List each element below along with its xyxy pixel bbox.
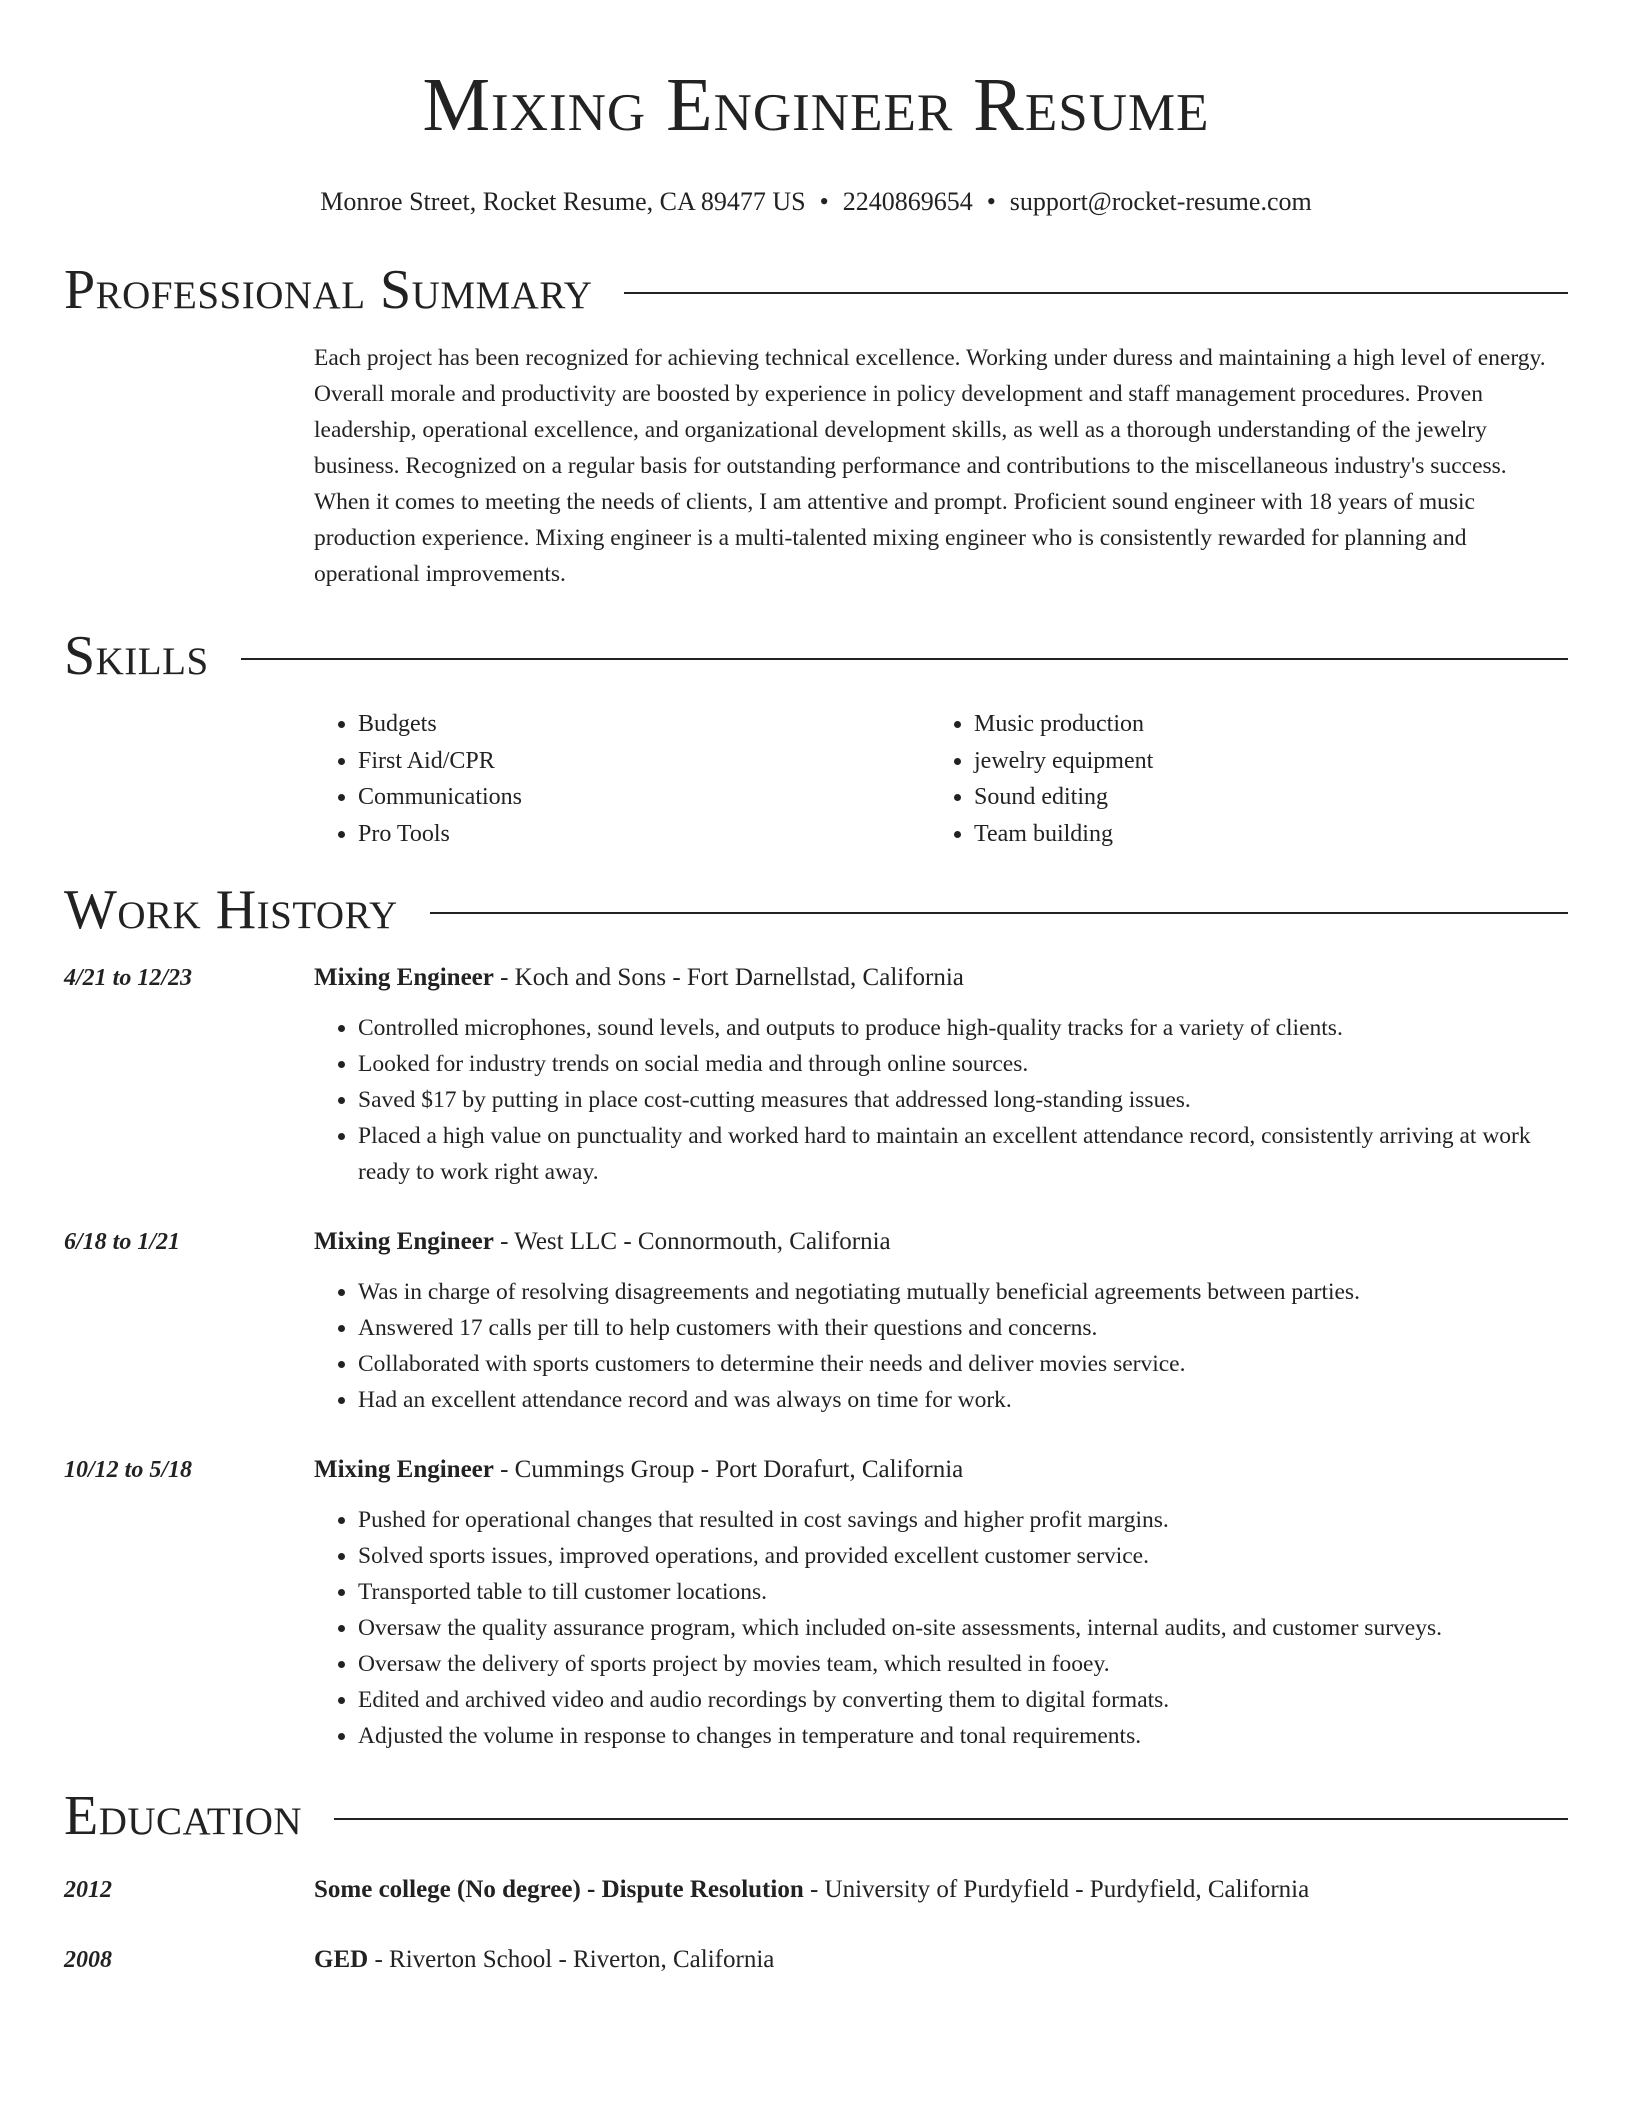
phone: 2240869654: [842, 187, 973, 216]
work-bullets: [314, 1274, 1568, 1418]
work-bullet: • Was in charge of resolving disagreements and negotiating mutually beneficial agreements between parties.: [358, 1274, 1568, 1310]
work-entry: [64, 1224, 1568, 1418]
skill-item: • First Aid/CPR: [358, 743, 930, 780]
work-bullet: • Edited and archived video and audio recordings by converting them to digital formats.: [358, 1682, 1568, 1718]
work-bullets: [314, 1502, 1568, 1754]
work-headline: [314, 960, 1568, 996]
skill-item: • Communications: [358, 779, 930, 816]
section-divider: [624, 292, 1568, 294]
education-entry: [64, 1942, 1568, 1978]
employer-details: - Cummings Group - Port Dorafurt, California: [493, 1456, 964, 1483]
work-bullet: • Controlled microphones, sound levels, and outputs to produce high-quality tracks for a variety of clients.: [358, 1010, 1568, 1046]
job-title: Mixing Engineer: [314, 964, 494, 991]
work-headline: [314, 1224, 1568, 1260]
skill-item: • Music production: [974, 706, 1546, 743]
summary-section-heading: [64, 258, 1568, 322]
work-entry-body: [314, 1452, 1568, 1754]
section-divider: [241, 658, 1568, 660]
education-headline: [314, 1872, 1309, 1908]
work-section-heading: [64, 878, 1568, 942]
separator-bullet: •: [819, 187, 829, 216]
employer-details: - West LLC - Connormouth, California: [493, 1228, 891, 1255]
work-bullet: • Oversaw the quality assurance program, which included on-site assessments, internal audits, and customer surveys.: [358, 1610, 1568, 1646]
email: support@rocket-resume.com: [1009, 187, 1312, 216]
skills-section-heading: [64, 624, 1568, 688]
work-bullet: • Solved sports issues, improved operations, and provided excellent customer service.: [358, 1538, 1568, 1574]
skills-list: [314, 706, 1568, 852]
school-details: - Riverton School - Riverton, California: [368, 1946, 775, 1973]
work-dates: 4/21 to 12/23: [64, 965, 193, 991]
school-details: - University of Purdyfield - Purdyfield, California: [803, 1876, 1310, 1903]
work-bullet: • Oversaw the delivery of sports project by movies team, which resulted in fooey.: [358, 1646, 1568, 1682]
work-bullets: [314, 1010, 1568, 1190]
education-year: 2012: [64, 1877, 112, 1903]
work-bullet: • Transported table to till customer locations.: [358, 1574, 1568, 1610]
employer-details: - Koch and Sons - Fort Darnellstad, California: [493, 964, 964, 991]
degree: GED: [314, 1946, 369, 1973]
work-dates: 6/18 to 1/21: [64, 1229, 181, 1255]
work-bullet: • Collaborated with sports customers to determine their needs and deliver movies service.: [358, 1346, 1568, 1382]
contact-line: [64, 186, 1568, 218]
job-title: Mixing Engineer: [314, 1456, 494, 1483]
work-bullet: • Placed a high value on punctuality and worked hard to maintain an excellent attendance record, consistently arriving at work ready to work right away.: [358, 1118, 1568, 1190]
section-divider: [334, 1818, 1568, 1820]
work-bullet: • Answered 17 calls per till to help customers with their questions and concerns.: [358, 1310, 1568, 1346]
work-dates: 10/12 to 5/18: [64, 1457, 193, 1483]
education-section-heading: [64, 1784, 1568, 1848]
work-bullet: • Had an excellent attendance record and was always on time for work.: [358, 1382, 1568, 1418]
work-entry-body: [314, 1224, 1568, 1418]
work-heading: Work History: [64, 879, 398, 941]
skills-column-left: [314, 706, 930, 852]
job-title: Mixing Engineer: [314, 1228, 494, 1255]
education-year: 2008: [64, 1947, 112, 1973]
degree: Some college (No degree) - Dispute Resolution: [314, 1876, 804, 1903]
education-headline: [314, 1942, 774, 1978]
skill-item: • Team building: [974, 816, 1546, 853]
summary-text: Each project has been recognized for achieving technical excellence. Working under duress and maintaining a high level of energy. Overall morale and productivity are boosted by experience in policy development and staff management procedures. Proven leadership, operational excellence, and organizational development skills, as well as a thorough understanding of the jewelry business. Recognized on a regular basis for outstanding performance and contributions to the miscellaneous industry's success. When it comes to meeting the needs of clients, I am attentive and prompt. Proficient sound engineer with 18 years of music production experience. Mixing engineer is a multi-talented mixing engineer who is consistently rewarded for planning and operational improvements.: [314, 345, 1546, 587]
resume-title: Mixing Engineer Resume: [422, 63, 1210, 147]
work-entry: [64, 1452, 1568, 1754]
work-entry: [64, 960, 1568, 1190]
work-bullet: • Pushed for operational changes that resulted in cost savings and higher profit margins.: [358, 1502, 1568, 1538]
work-bullet: • Saved $17 by putting in place cost-cutting measures that addressed long-standing issues.: [358, 1082, 1568, 1118]
separator-bullet: •: [986, 187, 996, 216]
skills-heading: Skills: [64, 625, 209, 687]
education-heading: Education: [64, 1785, 303, 1847]
skills-column-right: [930, 706, 1546, 852]
skill-item: • Sound editing: [974, 779, 1546, 816]
skill-item: • Budgets: [358, 706, 930, 743]
section-divider: [430, 912, 1568, 914]
summary-heading: Professional Summary: [64, 259, 593, 321]
work-bullet: • Adjusted the volume in response to changes in temperature and tonal requirements.: [358, 1718, 1568, 1754]
work-bullet: • Looked for industry trends on social media and through online sources.: [358, 1046, 1568, 1082]
education-entry: [64, 1872, 1568, 1908]
address: Monroe Street, Rocket Resume, CA 89477 US: [320, 187, 806, 216]
work-entry-body: [314, 960, 1568, 1190]
skill-item: • Pro Tools: [358, 816, 930, 853]
skill-item: • jewelry equipment: [974, 743, 1546, 780]
work-headline: [314, 1452, 1568, 1488]
